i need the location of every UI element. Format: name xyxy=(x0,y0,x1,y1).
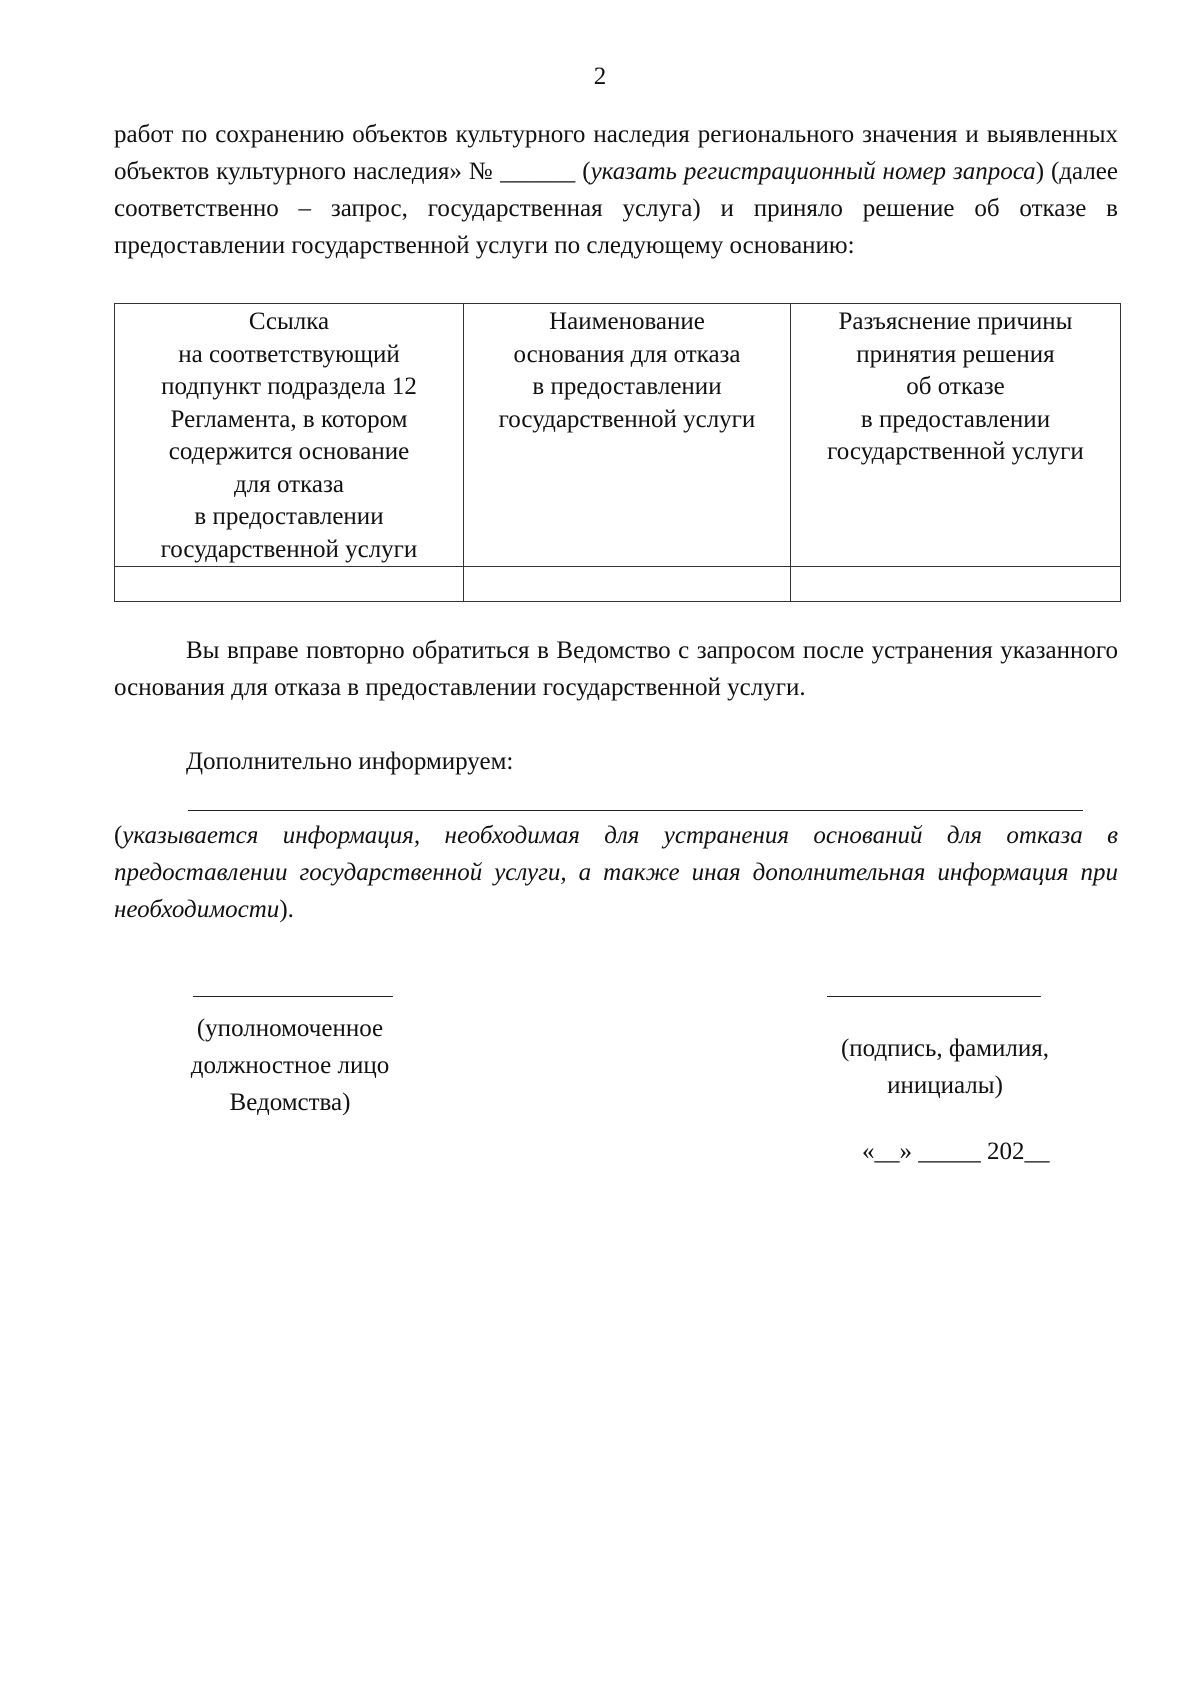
intro-paragraph xyxy=(114,116,1118,264)
date-placeholder: «__» _____ 202__ xyxy=(862,1138,1050,1165)
table-row xyxy=(115,567,1121,602)
instruction-note xyxy=(114,817,1118,928)
table-cell xyxy=(464,567,791,602)
additional-info-line xyxy=(188,810,1083,811)
refusal-grounds-table xyxy=(114,303,1121,602)
intro-text-part2: ) (далее соответственно – запрос, государственная услуга) и приняло решение об отказе в предоставлении государственной услуги по следующему основанию: xyxy=(114,158,1118,259)
official-signature-line xyxy=(193,996,393,997)
table-cell xyxy=(791,567,1121,602)
table-header-row xyxy=(115,304,1121,567)
signature-name-line xyxy=(827,996,1041,997)
signature-caption: (подпись, фамилия, инициалы) xyxy=(840,1035,1050,1099)
page-number: 2 xyxy=(593,63,607,90)
table-header-ground-name: Наименование основания для отказа в предоставлении государственной услуги xyxy=(464,304,791,567)
official-caption: (уполномоченное должностное лицо Ведомства) xyxy=(190,1015,390,1116)
note-open: ( xyxy=(114,822,123,849)
table-header-reference: Ссылка на соответствующий подпункт подраздела 12 Регламента, в котором содержится основание для отказа в предоставлении государственной услуги xyxy=(115,304,464,567)
table-header-explanation: Разъяснение причины принятия решения об отказе в предоставлении государственной услуги xyxy=(791,304,1121,567)
table-cell xyxy=(115,567,464,602)
retry-paragraph: Вы вправе повторно обратиться в Ведомство с запросом после устранения указанного основания для отказа в предоставлении государственной услуги. xyxy=(114,637,1118,701)
additional-info-label: Дополнительно информируем: xyxy=(186,748,514,775)
intro-italic-hint: указать регистрационный номер запроса xyxy=(590,158,1036,185)
intro-text-part1: работ по сохранению объектов культурного наследия регионального значения и выявленных объектов культурного наследия» № ______ ( xyxy=(114,121,1118,185)
note-close: ). xyxy=(279,896,294,923)
note-italic: указывается информация, необходимая для устранения оснований для отказа в предоставлении государственной услуги, а также иная дополнительная информация при необходимости xyxy=(114,822,1118,923)
